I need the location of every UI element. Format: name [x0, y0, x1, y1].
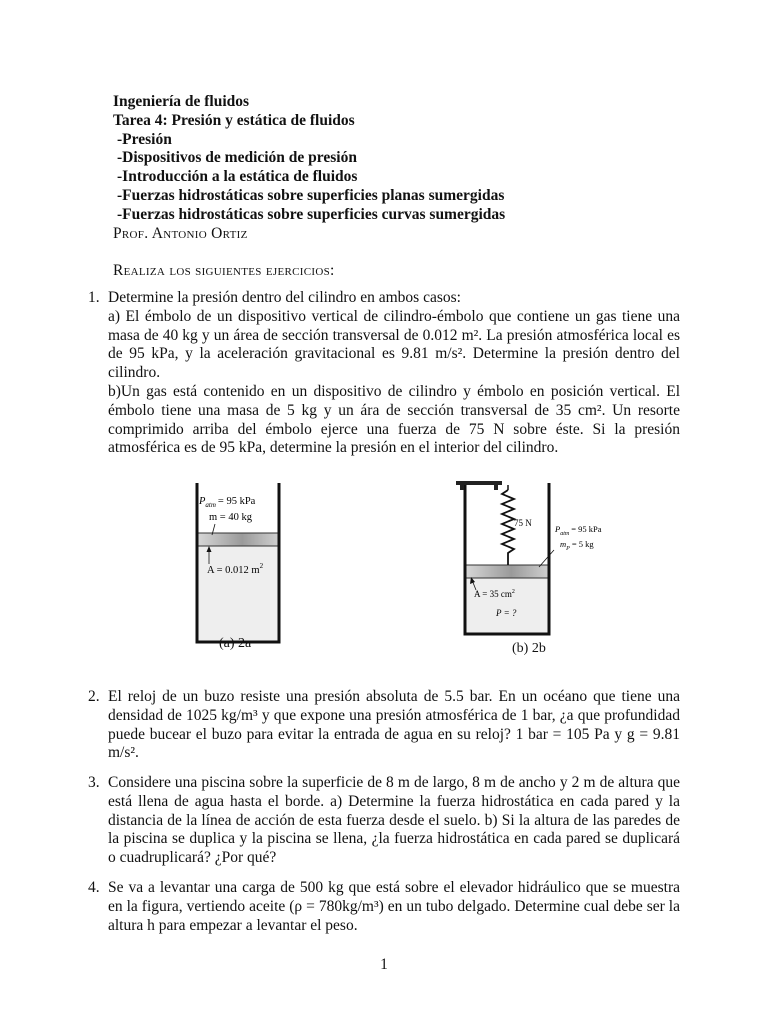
topic-item: -Fuerzas hidrostáticas sobre superficies planas sumergidas	[117, 186, 505, 204]
patm-label: $P_{atm} = 95$ kPa	[199, 496, 256, 509]
figure-2a	[185, 478, 295, 644]
topic-item: -Introducción a la estática de fluidos	[117, 168, 358, 186]
figure-2b-caption: (b) 2b	[512, 641, 546, 656]
question-text: a) El émbolo de un dispositivo vertical de cilindro-émbolo que contiene un gas tiene una masa de 40 kg y un área de sección transversal de 0.012 m². La presión atmosférica local es de 95 kPa, y la aceleración gravitacional es 9.81 m/s². Determine la presión dentro del cilindro.	[108, 307, 680, 382]
piston	[197, 533, 279, 546]
page-number: 1	[380, 956, 388, 973]
gas-region	[465, 578, 549, 633]
question-text: El reloj de un buzo resiste una presión absoluta de 5.5 bar. En un océano que tiene una densidad de 1025 kg/m³ y que expone una presión atmosférica de 1 bar, ¿a que profundidad puede bucear el buzo para evitar la entrada de agua en su reloj? 1 bar = 105 Pa y g = 9.81 m/s².	[108, 688, 680, 762]
question-number: 1.	[88, 289, 100, 306]
question-text: Considere una piscina sobre la superficie de 8 m de largo, 8 m de ancho y 2 m de altura que está llena de agua hasta el borde. a) Determine la fuerza hidrostática en cada pared y la distancia de la línea de acción de esta fuerza desde el suelo. b) Si la altura de las paredes de la piscina se duplica y la piscina se llena, ¿la fuerza hidrostática en cada pared se duplicará o cuadruplicará? ¿Por qué?	[108, 774, 680, 867]
pressure-label: P = ?	[496, 608, 517, 618]
question-3	[88, 774, 680, 868]
spring	[502, 490, 514, 565]
topic-item: -Presión	[117, 130, 172, 148]
question-1	[88, 289, 680, 458]
topic-item: -Fuerzas hidrostáticas sobre superficies curvas sumergidas	[117, 205, 506, 223]
question-text: Se va a levantar una carga de 500 kg que está sobre el elevador hidráulico que se muestra en la figura, vertiendo aceite (ρ = 780kg/m³) en un tubo delgado. Determine cual debe ser la altura h para empezar a levantar el peso.	[108, 879, 680, 934]
mass-label: $m_P = 5$ kg	[560, 539, 594, 552]
question-text: Determine la presión dentro del cilindro en ambos casos:	[108, 289, 461, 306]
instructions-heading: Realiza los siguientes ejercicios:	[113, 262, 335, 279]
figure-2b	[452, 478, 622, 640]
question-number: 3.	[88, 774, 100, 791]
mass-leader	[539, 550, 554, 567]
question-number: 4.	[88, 879, 100, 896]
topic-item: -Dispositivos de medición de presión	[117, 149, 357, 167]
area-label: A = 35 $cm^2$	[474, 589, 515, 599]
course-title: Ingeniería de fluidos	[113, 93, 250, 110]
piston	[465, 565, 549, 578]
assignment-title: Tarea 4: Presión y estática de fluidos	[113, 111, 355, 129]
assignment-header	[113, 93, 505, 243]
spring-mount	[456, 481, 502, 485]
question-number: 2.	[88, 688, 100, 705]
mass-label: m = 40 kg	[209, 512, 252, 523]
question-text: b)Un gas está contenido en un dispositivo de cilindro y émbolo en posición vertical. El émbolo tiene una masa de 5 kg y un ára de sección transversal de 35 cm². Un resorte comprimido arriba del émbolo ejerce una fuerza de 75 N sobre éste. Si la presión atmosférica es de 95 kPa, determine la presión en el interior del cilindro.	[108, 382, 680, 457]
question-2	[88, 688, 680, 763]
area-label: A = 0.012 $m^2$	[207, 562, 264, 576]
question-4	[88, 879, 680, 935]
patm-label: $P_{atm} = 95$ kPa	[555, 524, 602, 537]
spring-force-label: 75 N	[514, 518, 532, 528]
professor-name: Prof. Antonio Ortiz	[113, 224, 248, 242]
figure-2a-caption: (a) 2a	[219, 636, 252, 651]
